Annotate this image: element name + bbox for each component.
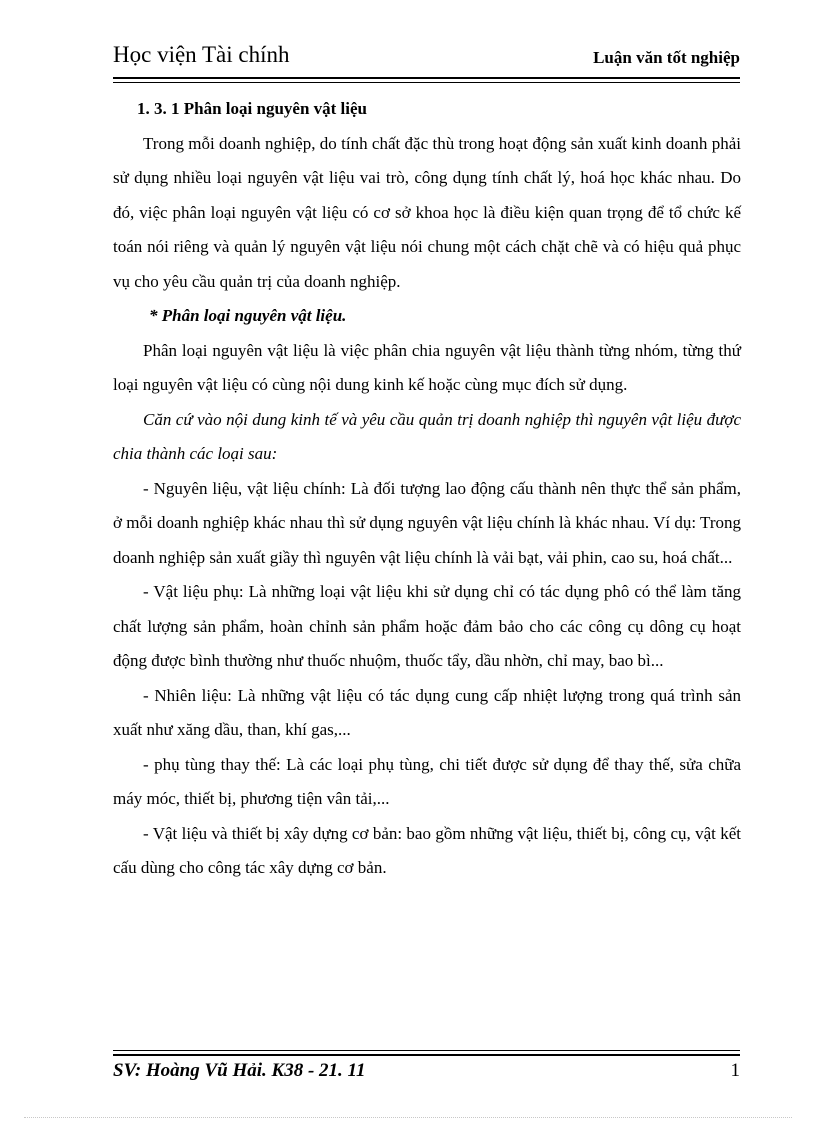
student-info: SV: Hoàng Vũ Hải. K38 - 21. 11 — [113, 1060, 366, 1081]
header-rule-thin — [113, 82, 740, 83]
header-rule-thick — [113, 77, 740, 79]
sub-heading: * Phân loại nguyên vật liệu. — [149, 306, 347, 325]
page-number: 1 — [730, 1060, 740, 1081]
list-item: - Nhiên liệu: Là những vật liệu có tác dụng cung cấp nhiệt lượng trong quá trình sản xuất như xăng dầu, than, khí gas,... — [113, 685, 741, 739]
footer-rule-thick — [113, 1054, 740, 1056]
page-bottom-dotted-line — [24, 1117, 792, 1118]
definition-paragraph: Phân loại nguyên vật liệu là việc phân chia nguyên vật liệu thành từng nhóm, từng thứ loại nguyên vật liệu có cùng nội dung kinh kế hoặc cùng mục đích sử dụng. — [113, 340, 741, 394]
list-item: - Vật liệu và thiết bị xây dựng cơ bản: bao gồm những vật liệu, thiết bị, công cụ, vật kết cấu dùng cho công tác xây dựng cơ bản. — [113, 823, 741, 877]
list-item: - Vật liệu phụ: Là những loại vật liệu khi sử dụng chỉ có tác dụng phô có thể làm tăng chất lượng sản phẩm, hoàn chỉnh sản phẩm hoặc đảm bảo cho các công cụ dông cụ hoạt động được bình thường như thuốc nhuộm, thuốc tẩy, dầu nhờn, chỉ may, bao bì... — [113, 582, 741, 670]
document-type: Luận văn tốt nghiệp — [593, 48, 740, 67]
page-footer — [113, 1050, 740, 1090]
list-item: - Nguyên liệu, vật liệu chính: Là đối tượng lao động cấu thành nên thực thể sản phẩm, ở mỗi doanh nghiệp khác nhau thì sử dụng nguyên vật liệu chính là khác nhau. Ví dụ: Trong doanh nghiệp sản xuất giầy thì nguyên vật liệu chính là vải bạt, vải phin, cao su, hoá chất... — [113, 478, 741, 567]
school-name: Học viện Tài chính — [113, 42, 290, 67]
page-body — [113, 92, 741, 886]
list-item: - phụ tùng thay thế: Là các loại phụ tùng, chi tiết được sử dụng để thay thế, sửa chữa máy móc, thiết bị, phương tiện vân tải,... — [113, 754, 741, 808]
intro-paragraph: Trong mỗi doanh nghiệp, do tính chất đặc thù trong hoạt động sản xuất kinh doanh phải sử dụng nhiều loại nguyên vật liệu vai trò, công dụng tính chất lý, hoá học khác nhau. Do đó, việc phân loại nguyên vật liệu có cơ sở khoa học là điều kiện quan trọng để tổ chức kế toán nói riêng và quản lý nguyên vật liệu nói chung một cách chặt chẽ và có hiệu quả phục vụ cho yêu cầu quản trị của doanh nghiệp. — [113, 133, 741, 291]
section-heading: 1. 3. 1 Phân loại nguyên vật liệu — [137, 99, 368, 118]
basis-paragraph: Căn cứ vào nội dung kinh tế và yêu cầu quản trị doanh nghiệp thì nguyên vật liệu được chia thành các loại sau: — [113, 409, 741, 463]
footer-rule-thin — [113, 1050, 740, 1051]
page-header — [113, 38, 740, 78]
